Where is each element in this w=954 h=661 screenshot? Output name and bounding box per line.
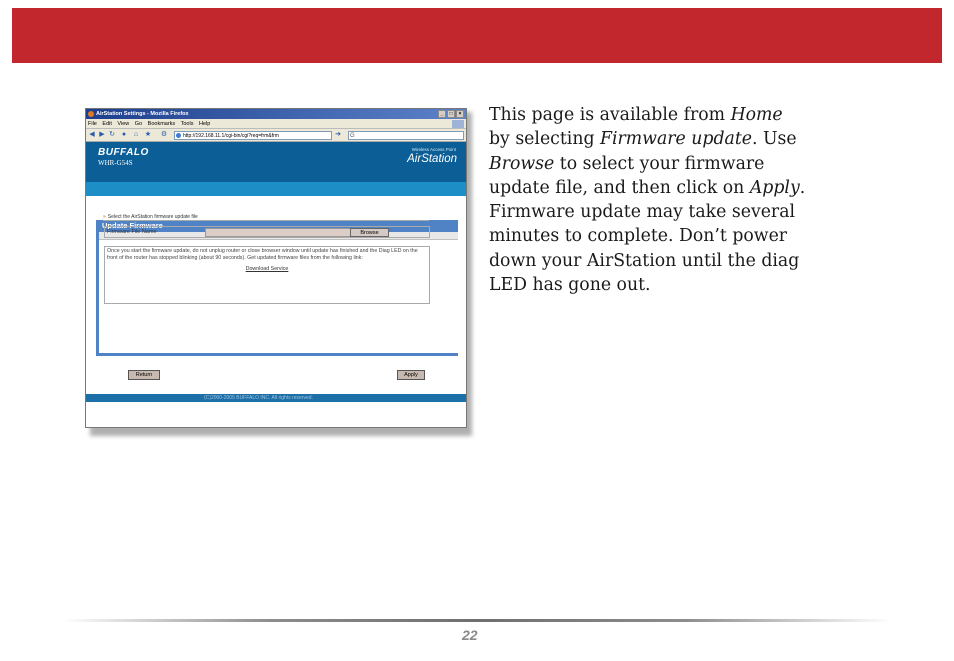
text-run: to select your firmware [554, 153, 765, 174]
menu-bookmarks[interactable]: Bookmarks [147, 121, 176, 127]
browse-button[interactable]: Browse [350, 228, 389, 237]
select-file-text: Select the AirStation firmware update file [107, 214, 198, 220]
router-header [86, 142, 466, 196]
arrow-icon: » [103, 214, 106, 220]
router-content [86, 196, 466, 402]
text-run: update file, and then click on [489, 177, 750, 198]
file-path-input[interactable] [205, 228, 351, 237]
apply-button[interactable]: Apply [397, 370, 425, 380]
copyright-footer: (C)2000-2005 BUFFALO INC. All rights reserved. [86, 394, 466, 402]
firefox-icon [88, 111, 94, 117]
text-run: . Use [752, 129, 797, 150]
return-button[interactable]: Return [128, 370, 160, 380]
window-controls [438, 110, 464, 118]
download-service-link[interactable]: Download Service [245, 266, 289, 272]
product-line: Wireless Access Point [411, 147, 456, 152]
file-name-row [104, 226, 430, 238]
info-text: Once you start the firmware update, do not unplug router or close browser window until update has finished and the Diag LED on the front of the router has stopped blinking (about 90 seconds). Get updated firmware files from the following link: [107, 248, 418, 261]
footer-rule [62, 619, 892, 622]
instruction-line: down your AirStation until the diag [489, 250, 800, 271]
emphasis-browse: Browse [489, 153, 555, 174]
instruction-line [489, 127, 859, 151]
home-icon[interactable]: ⌂ [133, 131, 139, 138]
emphasis-firmware-update: Firmware update [600, 129, 752, 150]
menu-tools[interactable]: Tools [180, 121, 194, 127]
header-band [86, 182, 466, 196]
browser-menu-bar [86, 119, 466, 129]
menu-file[interactable]: File [88, 121, 97, 127]
brand-logo: BUFFALO [98, 147, 149, 158]
instruction-line [489, 176, 859, 200]
search-box[interactable]: G [348, 131, 464, 140]
menu-go[interactable]: Go [134, 121, 143, 127]
url-bar[interactable]: http://192.168.11.1/cgi-bin/cgi?req=frm&frm [174, 131, 332, 140]
forward-icon[interactable]: ▶ [99, 131, 105, 138]
instruction-line: minutes to complete. Don’t power [489, 226, 788, 247]
stop-icon[interactable]: ● [121, 131, 127, 138]
throbber-icon [452, 120, 464, 128]
maximize-button[interactable]: □ [447, 110, 455, 118]
instruction-line: Firmware update may take several [489, 202, 796, 223]
page-number: 22 [462, 627, 478, 643]
instruction-line [489, 152, 859, 176]
emphasis-apply: Apply [749, 177, 800, 198]
instructions-text [489, 103, 859, 297]
reload-icon[interactable]: ↻ [109, 131, 115, 138]
firmware-screenshot [85, 108, 467, 428]
bookmark-icon[interactable]: ★ [144, 131, 152, 138]
text-run: This page is available from [489, 105, 731, 125]
text-run: . [799, 177, 806, 198]
menu-edit[interactable]: Edit [102, 121, 112, 127]
product-name: AirStation [407, 153, 457, 165]
emphasis-home: Home [730, 105, 783, 125]
close-button[interactable]: × [456, 110, 464, 118]
browser-title-bar [86, 109, 466, 119]
text-run: by selecting [489, 129, 601, 150]
menu-help[interactable]: Help [198, 121, 211, 127]
window-title: AirStation Settings - Mozilla Firefox [96, 111, 189, 117]
select-file-label [103, 213, 429, 221]
minimize-button[interactable]: _ [438, 110, 446, 118]
file-name-label: Firmware File Name [107, 229, 157, 235]
model-name: WHR-G54S [98, 159, 133, 167]
tools-icon[interactable]: ⚙ [160, 131, 168, 138]
instruction-line [489, 103, 859, 127]
instruction-line: LED has gone out. [489, 275, 651, 296]
back-icon[interactable]: ◀ [89, 131, 95, 138]
go-icon[interactable]: ➜ [335, 131, 341, 138]
menu-view[interactable]: View [117, 121, 130, 127]
browser-toolbar [86, 129, 466, 142]
panel-title: Update Firmware [96, 220, 458, 232]
info-box [104, 246, 430, 304]
red-header-banner [12, 8, 942, 63]
